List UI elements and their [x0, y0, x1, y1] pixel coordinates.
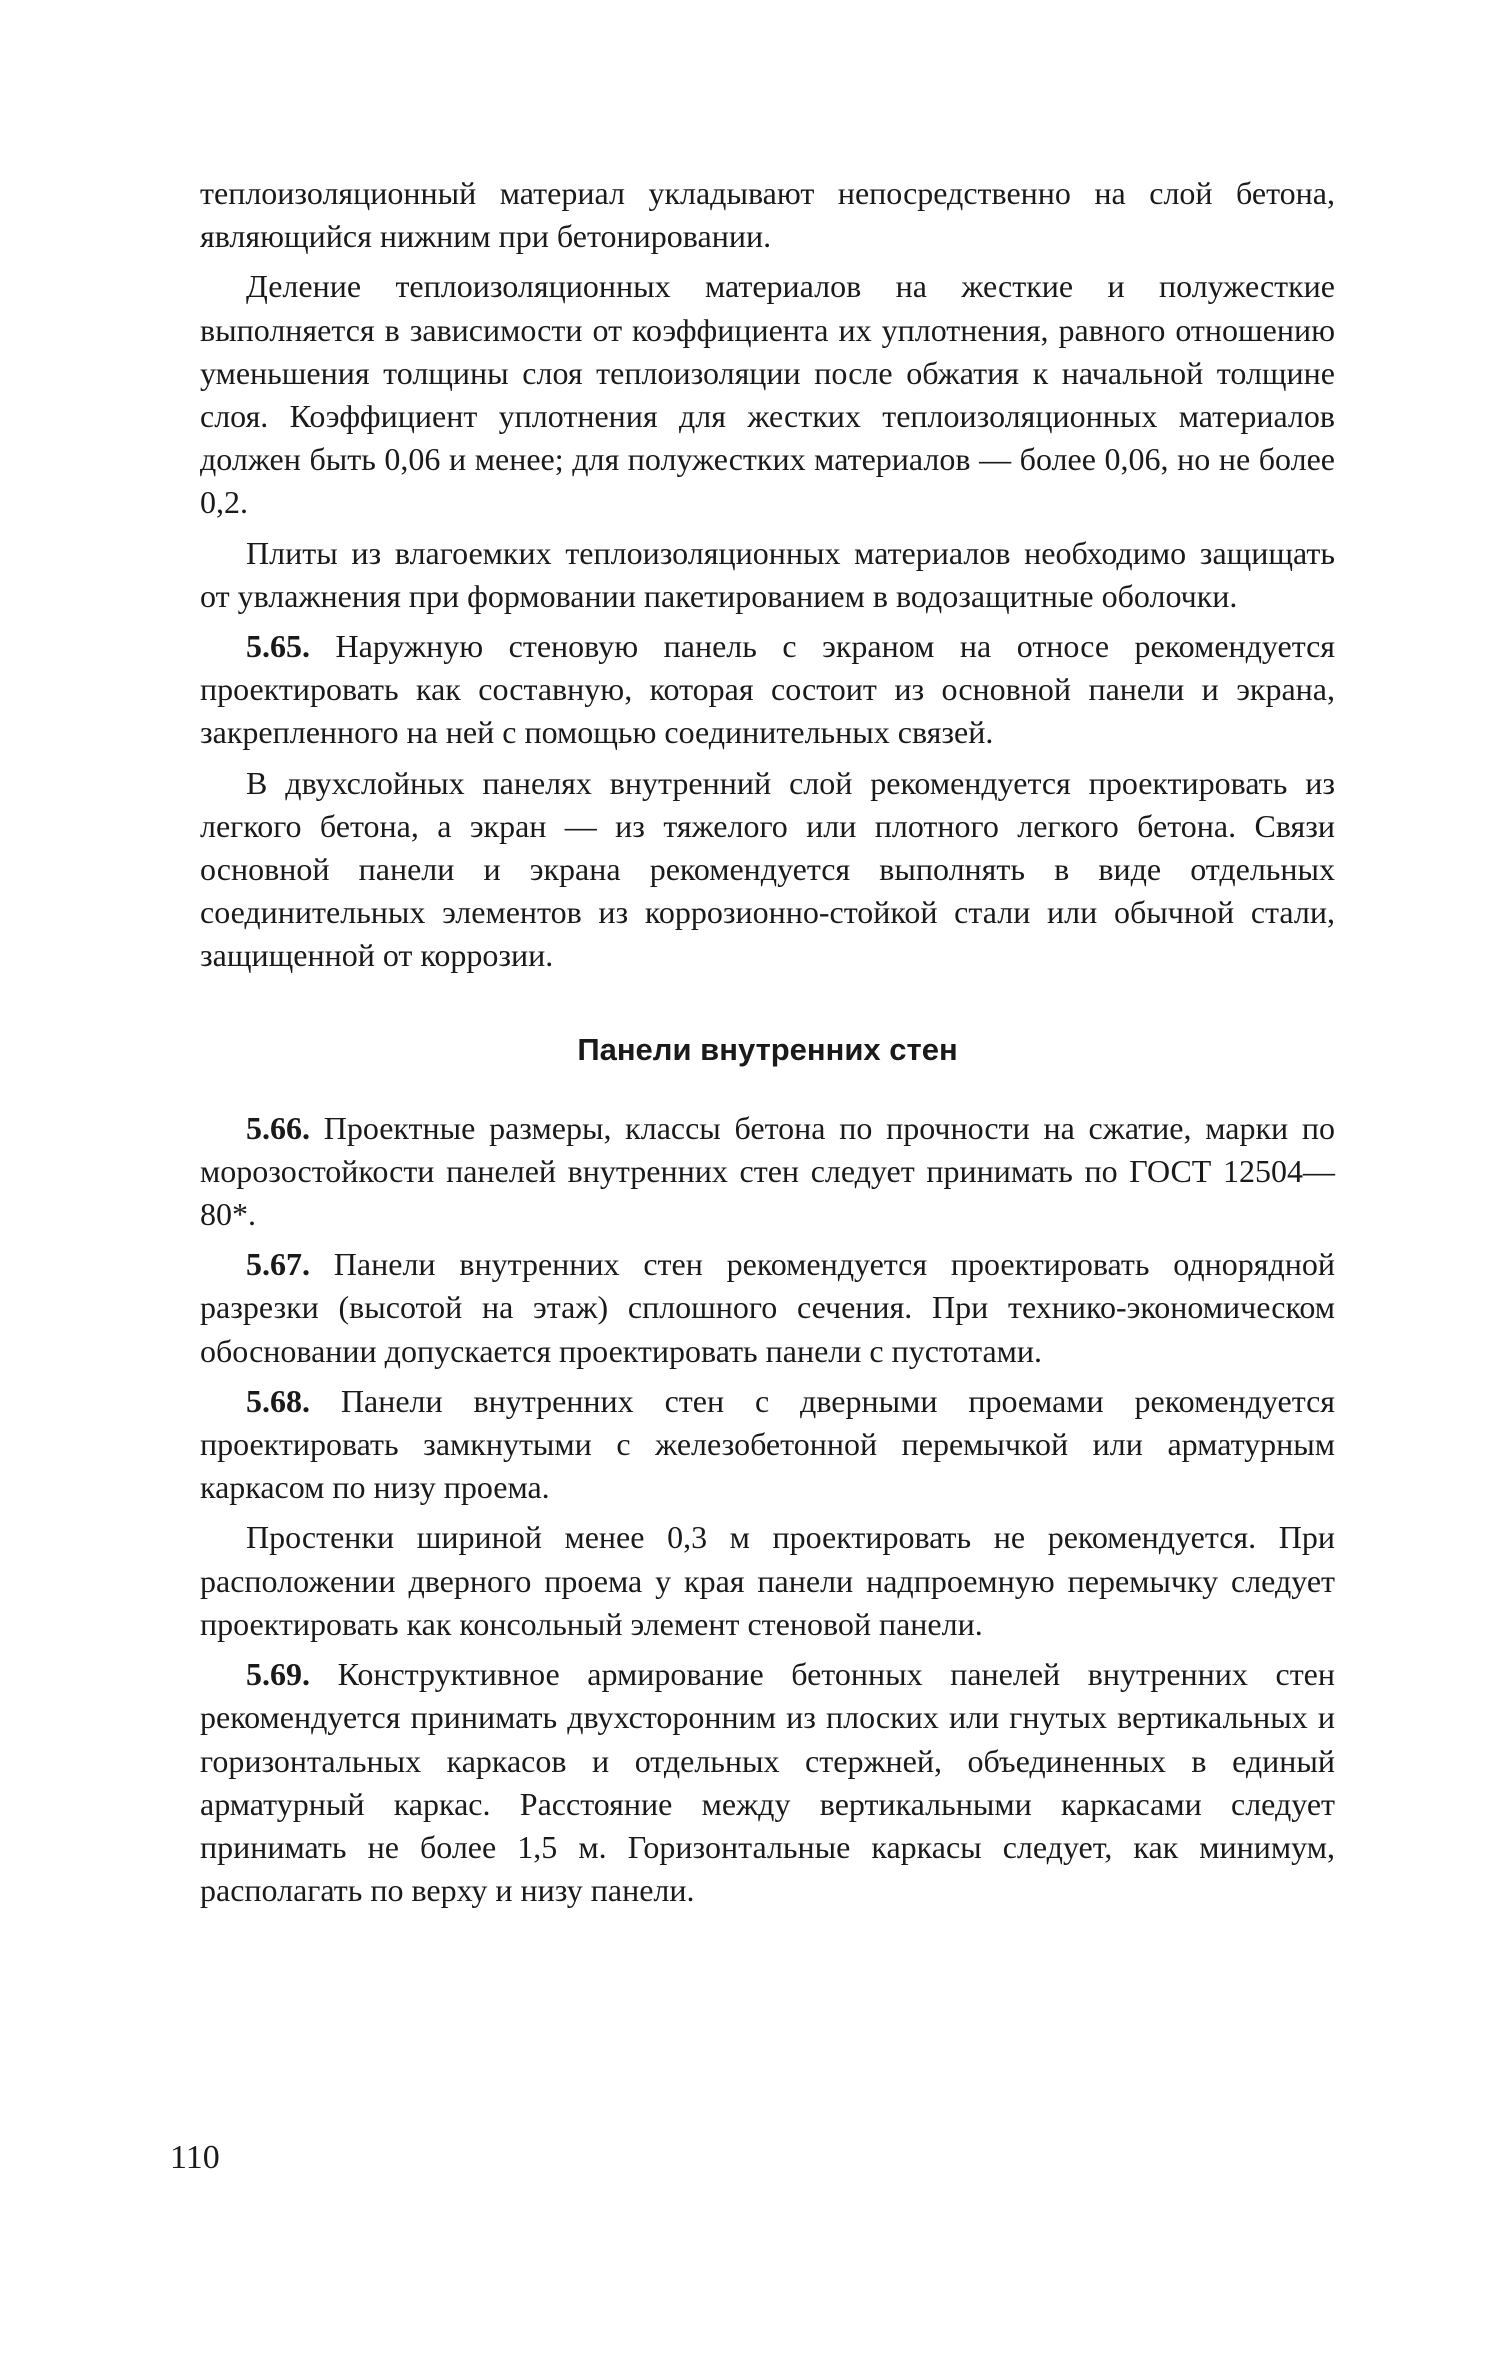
- clause-number: 5.69.: [246, 1656, 310, 1693]
- paragraph-clause-5-69: [200, 1653, 1335, 1912]
- section-heading: Панели внутренних стен: [577, 1031, 958, 1067]
- paragraph-clause-5-67: [200, 1243, 1335, 1373]
- paragraph-clause-5-68: [200, 1380, 1335, 1510]
- paragraph-two-layer-panels: [200, 762, 1335, 978]
- clause-number: 5.66.: [246, 1109, 310, 1146]
- paragraph-wall-piers: [200, 1516, 1335, 1646]
- paragraph-text: В двухслойных панелях внутренний слой рекомендуется проектировать из легкого бетона, а экран — из тяжелого или плотного легкого бетона. Связи основной панели и экрана рекомендуется выполнять в виде отдельных соединительных элементов из коррозионно-стойкой стали или обычной стали, защищенной от коррозии.: [200, 764, 1335, 974]
- clause-number: 5.65.: [246, 628, 310, 665]
- clause-number: 5.67.: [246, 1246, 310, 1283]
- paragraph-clause-5-65: [200, 625, 1335, 755]
- page-number: 110: [170, 2139, 220, 2176]
- paragraph-text: Панели внутренних стен рекомендуется проектировать однорядной разрезки (высотой на этаж) сплошного сечения. При технико-экономическом обосновании допускается проектировать панели с пустотами.: [200, 1246, 1335, 1369]
- paragraph-clause-5-66: [200, 1107, 1335, 1237]
- page-body: [200, 172, 1335, 1912]
- paragraph-continuation: [200, 172, 1335, 258]
- paragraph-text: Панели внутренних стен с дверными проемами рекомендуется проектировать замкнутыми с железобетонной перемычкой или арматурным каркасом по низу проема.: [200, 1382, 1335, 1506]
- paragraph-text: теплоизоляционный материал укладывают непосредственно на слой бетона, являющийся нижним при бетонировании.: [200, 175, 1335, 255]
- paragraph-text: Плиты из влагоемких теплоизоляционных материалов необходимо защищать от увлажнения при формовании пакетированием в водозащитные оболочки.: [200, 534, 1335, 614]
- paragraph-text: Конструктивное армирование бетонных панелей внутренних стен рекомендуется принимать двухсторонним из плоских или гнутых вертикальных и горизонтальных каркасов и отдельных стержней, объединенных в единый арматурный каркас. Расстояние между вертикальными каркасами следует принимать не более 1,5 м. Горизонтальные каркасы следует, как минимум, располагать по верху и низу панели.: [200, 1656, 1335, 1909]
- paragraph-material-classification: [200, 265, 1335, 524]
- paragraph-text: Наружную стеновую панель с экраном на относе рекомендуется проектировать как составную, которая состоит из основной панели и экрана, закрепленного на ней с помощью соединительных связей.: [200, 628, 1335, 751]
- paragraph-moisture-protection: [200, 532, 1335, 618]
- paragraph-text: Проектные размеры, классы бетона по прочности на сжатие, марки по морозостойкости панелей внутренних стен следует принимать по ГОСТ 12504—80*.: [200, 1109, 1335, 1233]
- clause-number: 5.68.: [246, 1382, 310, 1419]
- paragraph-text: Деление теплоизоляционных материалов на жесткие и полужесткие выполняется в зависимости от коэффициента их уплотнения, равного отношению уменьшения толщины слоя теплоизоляции после обжатия к начальной толщине слоя. Коэффициент уплотнения для жестких теплоизоляционных материалов должен быть 0,06 и менее; для полужестких материалов — более 0,06, но не более 0,2.: [200, 268, 1335, 521]
- paragraph-text: Простенки шириной менее 0,3 м проектировать не рекомендуется. При расположении дверного проема у края панели надпроемную перемычку следует проектировать как консольный элемент стеновой панели.: [200, 1519, 1335, 1642]
